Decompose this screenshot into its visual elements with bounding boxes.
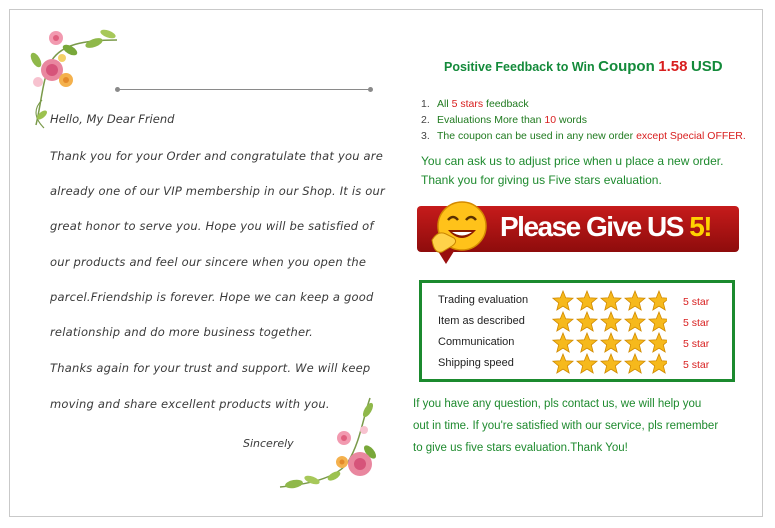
- star-icon: [625, 291, 645, 310]
- letter-line: already one of our VIP membership in our Shop. It is our: [50, 184, 385, 198]
- star-icon: [601, 333, 621, 352]
- thumbs-up-smiley-icon: [428, 198, 490, 260]
- decorative-line: [117, 89, 371, 90]
- letter-line: Thanks again for your trust and support. We will keep: [50, 361, 371, 375]
- letter-line: parcel.Friendship is forever. Hope we can keep a good: [50, 290, 374, 304]
- star-rating-icons: [552, 353, 667, 375]
- header-coupon: Coupon: [598, 58, 655, 75]
- letter-line: moving and share excellent products with you.: [50, 397, 330, 411]
- letter-line: relationship and do more business together.: [50, 325, 313, 339]
- header-prefix: Positive Feedback to Win: [444, 60, 595, 74]
- rating-label: Item as described: [438, 315, 525, 327]
- star-icon: [553, 312, 573, 331]
- rating-label: Communication: [438, 336, 515, 348]
- star-icon: [601, 312, 621, 331]
- rating-value: 5 star: [683, 296, 710, 308]
- star-icon: [553, 354, 573, 373]
- banner-text: Please Give US 5!: [500, 211, 712, 242]
- star-icon: [625, 312, 645, 331]
- rating-label: Shipping speed: [438, 357, 514, 369]
- star-icon: [601, 354, 621, 373]
- star-icon: [577, 354, 597, 373]
- star-icon: [601, 291, 621, 310]
- footer-line: If you have any question, pls contact us, we will help you: [413, 398, 702, 410]
- rule-item: 1. All 5 stars feedback: [421, 98, 529, 110]
- rating-value: 5 star: [683, 338, 710, 350]
- rule-item: 3. The coupon can be used in any new order except Special OFFER.: [421, 130, 746, 142]
- letter-line: great honor to serve you. Hope you will be satisfied of: [50, 219, 374, 233]
- star-icon: [625, 333, 645, 352]
- star-icon: [625, 354, 645, 373]
- note-thank-you: Thank you for giving us Five stars evaluation.: [421, 173, 662, 187]
- star-icon: [649, 354, 667, 373]
- star-icon: [577, 333, 597, 352]
- coupon-header: [444, 58, 723, 75]
- star-icon: [553, 291, 573, 310]
- note-adjust-price: You can ask us to adjust price when u place a new order.: [421, 154, 724, 168]
- star-icon: [577, 291, 597, 310]
- footer-line: out in time. If you're satisfied with our service, pls remember: [413, 420, 719, 432]
- letter-signature: Sincerely: [243, 437, 294, 450]
- star-icon: [577, 312, 597, 331]
- star-icon: [553, 333, 573, 352]
- rule-item: 2. Evaluations More than 10 words: [421, 114, 588, 126]
- star-icon: [649, 333, 667, 352]
- star-rating-icons: [552, 290, 667, 312]
- banner-five: 5!: [689, 211, 712, 242]
- star-icon: [649, 312, 667, 331]
- line-dot-left: [115, 87, 120, 92]
- line-dot-right: [368, 87, 373, 92]
- rating-label: Trading evaluation: [438, 294, 529, 306]
- star-rating-icons: [552, 332, 667, 354]
- letter-line: our products and feel our sincere when you open the: [50, 255, 367, 269]
- rating-value: 5 star: [683, 359, 710, 371]
- star-icon: [649, 291, 667, 310]
- header-amount: 1.58: [658, 58, 688, 75]
- rating-value: 5 star: [683, 317, 710, 329]
- header-currency: USD: [690, 58, 723, 75]
- letter-greeting: Hello, My Dear Friend: [50, 112, 175, 126]
- footer-line: to give us five stars evaluation.Thank You!: [413, 442, 628, 454]
- star-rating-icons: [552, 311, 667, 333]
- letter-line: Thank you for your Order and congratulate that you are: [50, 149, 384, 163]
